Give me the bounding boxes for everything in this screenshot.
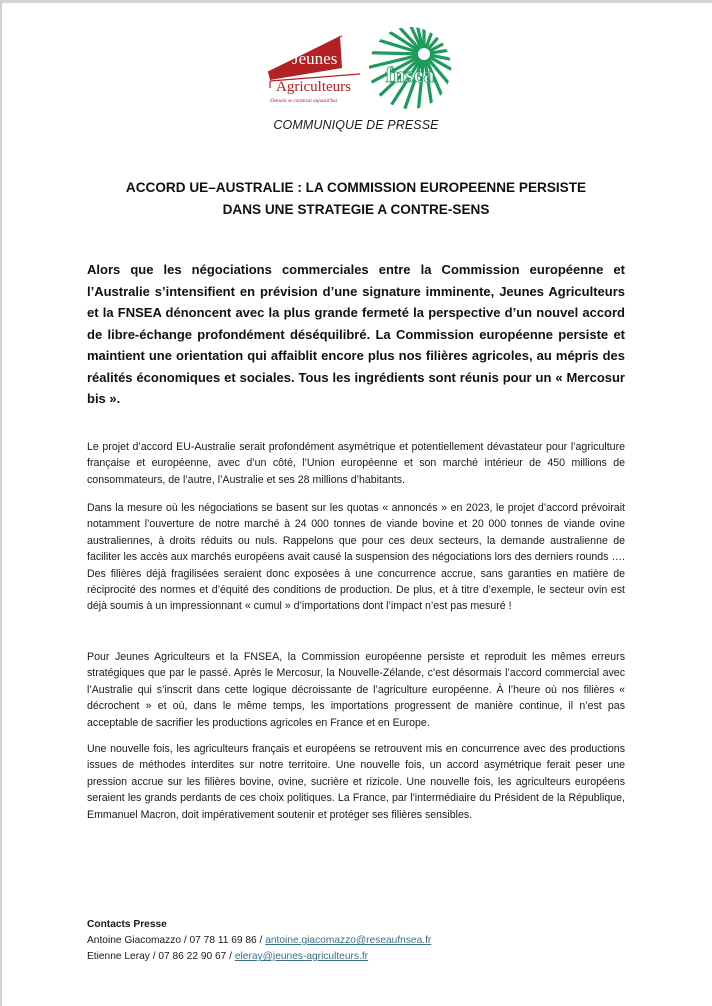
body-paragraph-1: Le projet d’accord EU-Australie serait profondément asymétrique et potentiellement dévastateur pour l’agriculture française et européenne, avec d’un côté, l’Union européenne et son marché intérieur de 450 millions de consommateurs, de l’autre, l’Australie et ses 28 millions d’habitants. <box>87 441 625 486</box>
jeunes-agriculteurs-logo <box>262 28 362 108</box>
body-paragraph-4: Une nouvelle fois, les agriculteurs français et européens se retrouvent mis en concurrence avec des productions issues de méthodes interdites sur notre territoire. Une nouvelle fois, un accord asymétrique ferait peser une pression accrue sur les filières bovine, ovine, sucrière et rizicole. Une nouvelle fois, les agriculteurs européens seraient les grands perdants de ces choix politiques. La France, par l'intermédiaire du Président de la République, Emmanuel Macron, doit impérativement soutenir et protéger ses filières sensibles. <box>87 743 625 821</box>
contact-name-phone: Antoine Giacomazzo / 07 78 11 69 86 / <box>87 935 266 946</box>
document-type-label: COMMUNIQUE DE PRESSE <box>273 118 439 132</box>
svg-text:Jeunes: Jeunes <box>292 49 338 68</box>
contact-line <box>87 949 431 965</box>
contacts-heading: Contacts Presse <box>87 919 167 930</box>
headline-line-2: DANS UNE STRATEGIE A CONTRE-SENS <box>222 202 490 217</box>
contact-line <box>87 933 431 949</box>
headline-line-1: ACCORD UE–AUSTRALIE : LA COMMISSION EUROPEENNE PERSISTE <box>125 180 587 195</box>
lead-paragraph: Alors que les négociations commerciales entre la Commission européenne et l’Australie s’intensifient en prévision d’une signature imminente, Jeunes Agriculteurs et la FNSEA dénoncent avec la plus grande fermeté la perspective d’un nouvel accord de libre-échange profondément déséquilibré. La Commission européenne persiste et maintient une orientation qui affaiblit encore plus nos filières agricoles, au mépris des réalités économiques et sociales. Tous les ingrédients sont réunis pour un « Mercosur bis ». <box>87 262 625 406</box>
press-contacts <box>87 917 431 965</box>
body-paragraph-3: Pour Jeunes Agriculteurs et la FNSEA, la Commission européenne persiste et reproduit les mêmes erreurs stratégiques que par le passé. Après le Mercosur, la Nouvelle-Zélande, c’est désormais l’accord commercial avec l’Australie qui s’inscrit dans cette logique décroissante de l’agriculture européenne. À l’heure où nos filières « décrochent » et où, dans le même temps, les importations progressent de manière continue, il n’est pas acceptable de sacrifier les productions agricoles en France et en Europe. <box>87 651 625 729</box>
contact-email-link[interactable]: eleray@jeunes-agriculteurs.fr <box>234 951 369 962</box>
svg-text:fnsea: fnsea <box>385 62 435 87</box>
logo-row <box>262 24 452 114</box>
contact-email-link[interactable]: antoine.giacomazzo@reseaufnsea.fr <box>265 935 432 946</box>
body-paragraph-2: Dans la mesure où les négociations se basent sur les quotas « annoncés » en 2023, le projet d’accord prévoirait notamment l’ouverture de notre marché à 24 000 tonnes de viande bovine et 20 000 tonnes de viande ovine australiennes, à droits réduits ou nuls. Rappelons que pour ces deux secteurs, la demande australienne de faciliter les accès aux marchés européens avait causé la suspension des négociations lors des derniers rounds …. Des filières déjà fragilisées seraient donc exposées à une concurrence accrue, sans garanties en matière de réciprocité des normes et d’équité des conditions de production. De plus, et à titre d’exemple, le secteur ovin est déjà soumis à un impressionnant « cumul » d’importations dont l’impact n’est pas mesuré ! <box>87 502 625 613</box>
svg-text:Agriculteurs: Agriculteurs <box>276 79 351 95</box>
svg-text:Demain se construit aujourd'hu: Demain se construit aujourd'hui <box>270 98 338 104</box>
contact-name-phone: Etienne Leray / 07 86 22 90 67 / <box>87 951 235 962</box>
headline <box>60 177 652 221</box>
fnsea-logo <box>366 24 454 112</box>
